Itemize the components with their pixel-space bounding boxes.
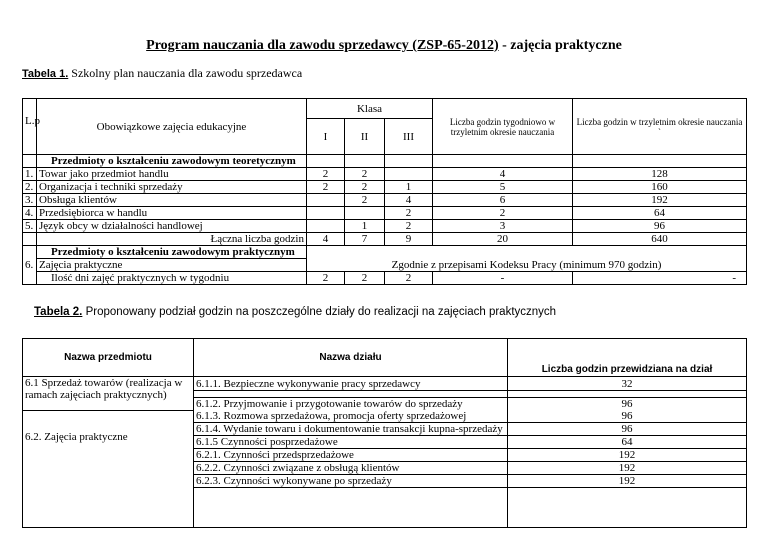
row7-k2: 2 [345, 272, 385, 285]
row-k2: 2 [345, 168, 385, 181]
row-name: Obsługa klientów [37, 194, 307, 207]
section1-k3 [385, 155, 433, 168]
row-spacer [194, 391, 508, 398]
row-weekly: 5 [433, 181, 573, 194]
section-hours: 96 [508, 423, 747, 436]
row-name: Towar jako przedmiot handlu [37, 168, 307, 181]
row-total: 160 [573, 181, 747, 194]
section-name: 6.1.3. Rozmowa sprzedażowa, promocja oferty sprzedażowej [194, 410, 508, 423]
row-k3: 4 [385, 194, 433, 207]
table-row [23, 181, 747, 194]
section1-lp [23, 155, 37, 168]
row-lp: 3. [23, 194, 37, 207]
section-hours: 96 [508, 398, 747, 411]
header-subject: Nazwa przedmiotu [23, 339, 194, 377]
row-lp: 2. [23, 181, 37, 194]
section-name: 6.2.1. Czynności przedsprzedażowe [194, 449, 508, 462]
header-klasa-2: II [345, 119, 385, 155]
row-spacer [508, 391, 747, 398]
row-k2: 2 [345, 181, 385, 194]
row-total: 192 [573, 194, 747, 207]
sum-row [23, 233, 747, 246]
row-k2 [345, 207, 385, 220]
table2 [22, 338, 747, 528]
section-hours: 64 [508, 436, 747, 449]
section2-lp [23, 246, 37, 259]
section2-fill [307, 246, 747, 259]
section1-weekly [433, 155, 573, 168]
row-k3: 1 [385, 181, 433, 194]
sum-weekly: 20 [433, 233, 573, 246]
section-name: 6.2.2. Czynności związane z obsługą klientów [194, 462, 508, 475]
subject-2: 6.2. Zajęcia praktyczne [23, 410, 194, 528]
section1-k2 [345, 155, 385, 168]
row-lp: 4. [23, 207, 37, 220]
table2-caption-text: Proponowany podział godzin na poszczególne działy do realizacji na zajęciach praktycznych [82, 306, 557, 318]
subject-1: 6.1 Sprzedaż towarów (realizacja w ramach zajęciach praktycznych) [23, 377, 194, 411]
section-hours: 96 [508, 410, 747, 423]
table-row [23, 259, 747, 272]
table1-caption [22, 66, 302, 81]
row-weekly: 2 [433, 207, 573, 220]
row6-name: Zajęcia praktyczne [37, 259, 307, 272]
header-total: Liczba godzin w trzyletnim okresie nauczania ` [573, 99, 747, 155]
header-subjects: Obowiązkowe zajęcia edukacyjne [37, 99, 307, 155]
header-klasa-3: III [385, 119, 433, 155]
table2-caption-label: Tabela 2. [34, 306, 83, 318]
section-name: 6.2.3. Czynności wykonywane po sprzedaży [194, 475, 508, 488]
row7-total: - [573, 272, 747, 285]
section-hours: 192 [508, 449, 747, 462]
row-k1 [307, 194, 345, 207]
section-hours: 32 [508, 377, 747, 391]
row-k1: 2 [307, 168, 345, 181]
table1-caption-label: Tabela 1. [22, 68, 69, 80]
row-k3: 2 [385, 220, 433, 233]
row-weekly: 4 [433, 168, 573, 181]
table-row [23, 272, 747, 285]
row-k1: 2 [307, 181, 345, 194]
document-title [0, 38, 768, 54]
row6-note: Zgodnie z przepisami Kodeksu Pracy (minimum 970 godzin) [307, 259, 747, 272]
section-name: 6.1.2. Przyjmowanie i przygotowanie towarów do sprzedaży [194, 398, 508, 411]
row-k3 [385, 168, 433, 181]
section1-total [573, 155, 747, 168]
row7-k1: 2 [307, 272, 345, 285]
row-spacer [194, 488, 508, 528]
row-k2: 2 [345, 194, 385, 207]
row-k3: 2 [385, 207, 433, 220]
document-title-main: Program nauczania dla zawodu sprzedawcy (ZSP-65-2012) [146, 38, 499, 53]
row-lp: 1. [23, 168, 37, 181]
row-k1 [307, 220, 345, 233]
sum-label: Łączna liczba godzin [37, 233, 307, 246]
section-hours: 192 [508, 462, 747, 475]
row-name: Przedsiębiorca w handlu [37, 207, 307, 220]
row7-name: Ilość dni zajęć praktycznych w tygodniu [37, 272, 307, 285]
section1-k1 [307, 155, 345, 168]
header-hours: Liczba godzin przewidziana na dział [508, 339, 747, 377]
sum-k1: 4 [307, 233, 345, 246]
section-name: 6.1.4. Wydanie towaru i dokumentowanie transakcji kupna-sprzedaży [194, 423, 508, 436]
row-spacer [508, 488, 747, 528]
row-weekly: 6 [433, 194, 573, 207]
table1-caption-text: Szkolny plan nauczania dla zawodu sprzedawca [68, 66, 303, 80]
row-lp: 5. [23, 220, 37, 233]
sum-total: 640 [573, 233, 747, 246]
table-row [23, 410, 747, 423]
section-name: 6.1.5 Czynności posprzedażowe [194, 436, 508, 449]
row7-k3: 2 [385, 272, 433, 285]
row-weekly: 3 [433, 220, 573, 233]
section-hours: 192 [508, 475, 747, 488]
row6-lp: 6. [23, 259, 37, 272]
row-total: 64 [573, 207, 747, 220]
row-total: 128 [573, 168, 747, 181]
sum-lp [23, 233, 37, 246]
row-k1 [307, 207, 345, 220]
section-name: 6.1.1. Bezpieczne wykonywanie pracy sprzedawcy [194, 377, 508, 391]
row-name: Organizacja i techniki sprzedaży [37, 181, 307, 194]
section1-title: Przedmioty o kształceniu zawodowym teoretycznym [37, 155, 307, 168]
table1 [22, 98, 747, 285]
sum-k3: 9 [385, 233, 433, 246]
section2-title: Przedmioty o kształceniu zawodowym praktycznym [37, 246, 307, 259]
header-weekly: Liczba godzin tygodniowo w trzyletnim okresie nauczania [433, 99, 573, 155]
table-row [23, 194, 747, 207]
row-name: Język obcy w działalności handlowej [37, 220, 307, 233]
table2-caption [34, 306, 556, 318]
table-row [23, 220, 747, 233]
header-lp: L.p [23, 99, 37, 155]
table-row [23, 207, 747, 220]
sum-k2: 7 [345, 233, 385, 246]
table-row [23, 168, 747, 181]
table-row [23, 377, 747, 391]
row7-lp [23, 272, 37, 285]
row-total: 96 [573, 220, 747, 233]
header-klasa-1: I [307, 119, 345, 155]
row7-weekly: - [433, 272, 573, 285]
header-section: Nazwa działu [194, 339, 508, 377]
row-k2: 1 [345, 220, 385, 233]
document-title-suffix: - zajęcia praktyczne [498, 38, 622, 53]
header-klasa: Klasa [307, 99, 433, 119]
